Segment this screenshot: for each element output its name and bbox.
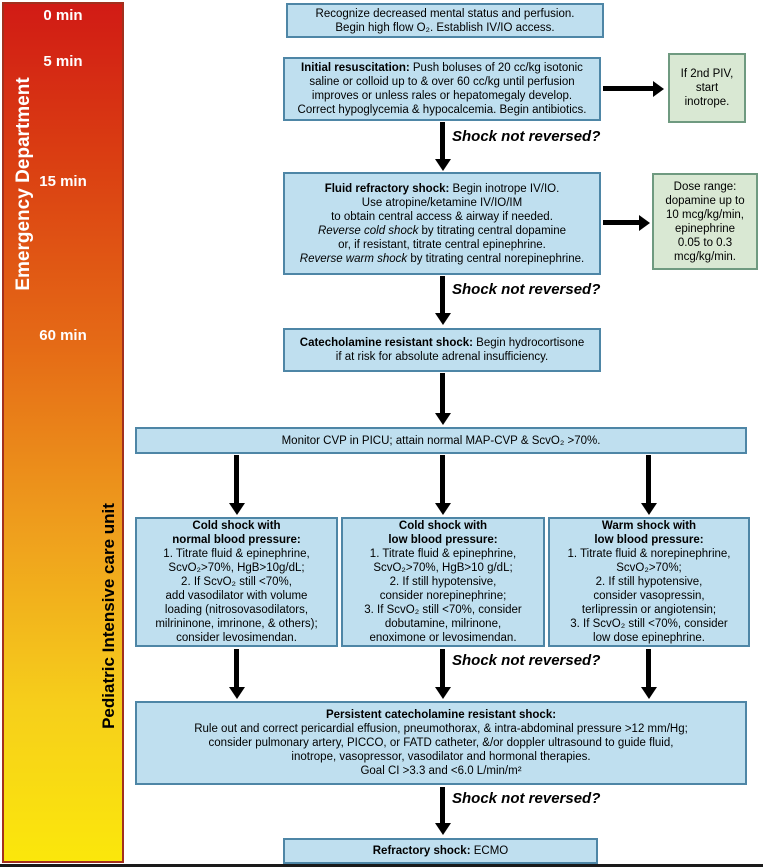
second-piv-note-box: If 2nd PIV, start inotrope. xyxy=(668,53,746,123)
arrow-initial-to-piv-note xyxy=(603,86,653,91)
emergency-department-label: Emergency Department xyxy=(13,77,34,291)
picu-label: Pediatric Intensive care unit xyxy=(99,503,118,729)
arrow-fluid-to-catecholamine xyxy=(440,276,445,313)
arrow-persistent-to-refractory xyxy=(440,787,445,823)
arrow-fluid-to-dose-range xyxy=(603,220,639,225)
initial-resuscitation-box: Initial resuscitation: Push boluses of 20 cc/kg isotonic saline or colloid up to & over 60 cc/kg until perfusion improves or unless rales or hepatomegaly develop. Correct hypoglycemia & hypocalcemia. Begin antibiotics. xyxy=(283,57,601,121)
warm-shock-low-bp-box: Warm shock with low blood pressure: 1. Titrate fluid & norepinephrine, ScvO₂>70%; 2. If still hypotensive, consider vasopressin, terlipressin or angiotensin; 3. If ScvO₂ still <70%, consider low dose epinephrine. xyxy=(548,517,750,647)
time-label-0min: 0 min xyxy=(43,7,83,24)
shock-not-reversed-label-3: Shock not reversed? xyxy=(452,652,601,669)
time-label-15min: 15 min xyxy=(39,173,87,190)
persistent-catecholamine-shock-box: Persistent catecholamine resistant shock: Rule out and correct pericardial effusion, pneumothorax, & intra-abdominal pressure >12 mm/Hg; consider pulmonary artery, PICCO, or FATD catheter, &/or doppler ultrasound to guide fluid, inotrope, vasopressor, vasodilator and hormonal therapies. Goal CI >3.3 and <6.0 L/min/m² xyxy=(135,701,747,785)
time-label-60min: 60 min xyxy=(39,327,87,344)
refractory-shock-box: Refractory shock: ECMO xyxy=(283,838,598,864)
recognize-box: Recognize decreased mental status and perfusion. Begin high flow O₂. Establish IV/IO access. xyxy=(286,3,604,38)
arrow-initial-to-fluid xyxy=(440,122,445,159)
arrow-monitor-to-warm-low xyxy=(646,455,651,503)
arrow-cold-normal-to-persistent xyxy=(234,649,239,687)
arrow-warm-low-to-persistent xyxy=(646,649,651,687)
time-label-5min: 5 min xyxy=(43,53,83,70)
catecholamine-resistant-shock-box: Catecholamine resistant shock: Begin hydrocortisone if at risk for absolute adrenal insufficiency. xyxy=(283,328,601,372)
fluid-refractory-shock-box: Fluid refractory shock: Begin inotrope IV/IO. Use atropine/ketamine IV/IO/IM to obtain central access & airway if needed. Reverse cold shock by titrating central dopamine or, if resistant, titrate central epinephrine. Reverse warm shock by titrating central norepinephrine. xyxy=(283,172,601,275)
cold-shock-low-bp-box: Cold shock with low blood pressure: 1. Titrate fluid & epinephrine, ScvO₂>70%, HgB>10 g/dL; 2. If still hypotensive, consider norepinephrine; 3. If ScvO₂ still <70%, consider dobutamine, milrinone, enoximone or levosimendan. xyxy=(341,517,545,647)
shock-not-reversed-label-4: Shock not reversed? xyxy=(452,790,601,807)
monitor-cvp-box: Monitor CVP in PICU; attain normal MAP-CVP & ScvO₂ >70%. xyxy=(135,427,747,454)
arrow-catecholamine-to-monitor xyxy=(440,373,445,413)
shock-not-reversed-label-1: Shock not reversed? xyxy=(452,128,601,145)
arrow-monitor-to-cold-low xyxy=(440,455,445,503)
shock-not-reversed-label-2: Shock not reversed? xyxy=(452,281,601,298)
ed-picu-timeline-sidebar xyxy=(2,2,124,863)
arrow-cold-low-to-persistent xyxy=(440,649,445,687)
dose-range-note-box: Dose range: dopamine up to 10 mcg/kg/min, epinephrine 0.05 to 0.3 mcg/kg/min. xyxy=(652,173,758,270)
arrow-monitor-to-cold-normal xyxy=(234,455,239,503)
cold-shock-normal-bp-box: Cold shock with normal blood pressure: 1. Titrate fluid & epinephrine, ScvO₂>70%, HgB>10g/dL; 2. If ScvO₂ still <70%, add vasodilator with volume loading (nitrosovasodilators, milrininone, imrinone, & others); consider levosimendan. xyxy=(135,517,338,647)
